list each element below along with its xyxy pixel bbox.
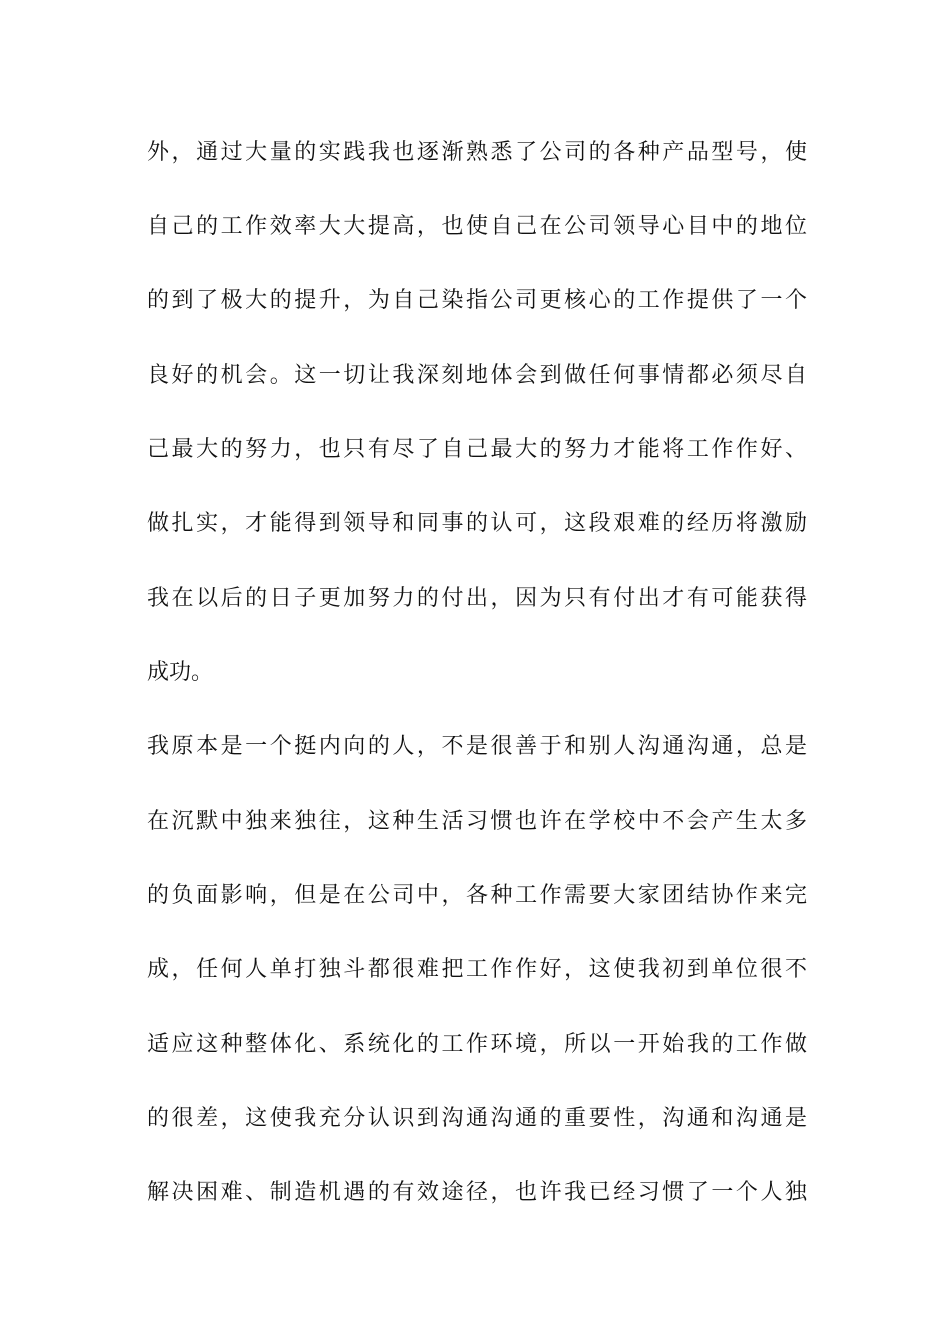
text-line: 成，任何人单打独斗都很难把工作作好，这使我初到单位很不 [147,957,807,982]
text-line: 的负面影响，但是在公司中，各种工作需要大家团结协作来完 [147,883,807,908]
text-line: 成功。 [147,660,214,685]
text-line: 自己的工作效率大大提高，也使自己在公司领导心目中的地位 [147,214,807,239]
text-line: 己最大的努力，也只有尽了自己最大的努力才能将工作作好、 [147,437,807,462]
text-line: 我原本是一个挺内向的人，不是很善于和别人沟通沟通，总是 [147,734,807,759]
text-line: 解决困难、制造机遇的有效途径，也许我已经习惯了一个人独 [147,1180,807,1205]
text-line: 的很差，这使我充分认识到沟通沟通的重要性，沟通和沟通是 [147,1106,807,1131]
text-line: 在沉默中独来独往，这种生活习惯也许在学校中不会产生太多 [147,809,807,834]
text-line: 的到了极大的提升，为自己染指公司更核心的工作提供了一个 [147,288,807,313]
text-line: 适应这种整体化、系统化的工作环境，所以一开始我的工作做 [147,1032,807,1057]
text-line: 做扎实，才能得到领导和同事的认可，这段艰难的经历将激励 [147,511,807,536]
text-line: 外，通过大量的实践我也逐渐熟悉了公司的各种产品型号，使 [147,140,807,165]
text-line: 我在以后的日子更加努力的付出，因为只有付出才有可能获得 [147,586,807,611]
text-line: 良好的机会。这一切让我深刻地体会到做任何事情都必须尽自 [147,363,807,388]
